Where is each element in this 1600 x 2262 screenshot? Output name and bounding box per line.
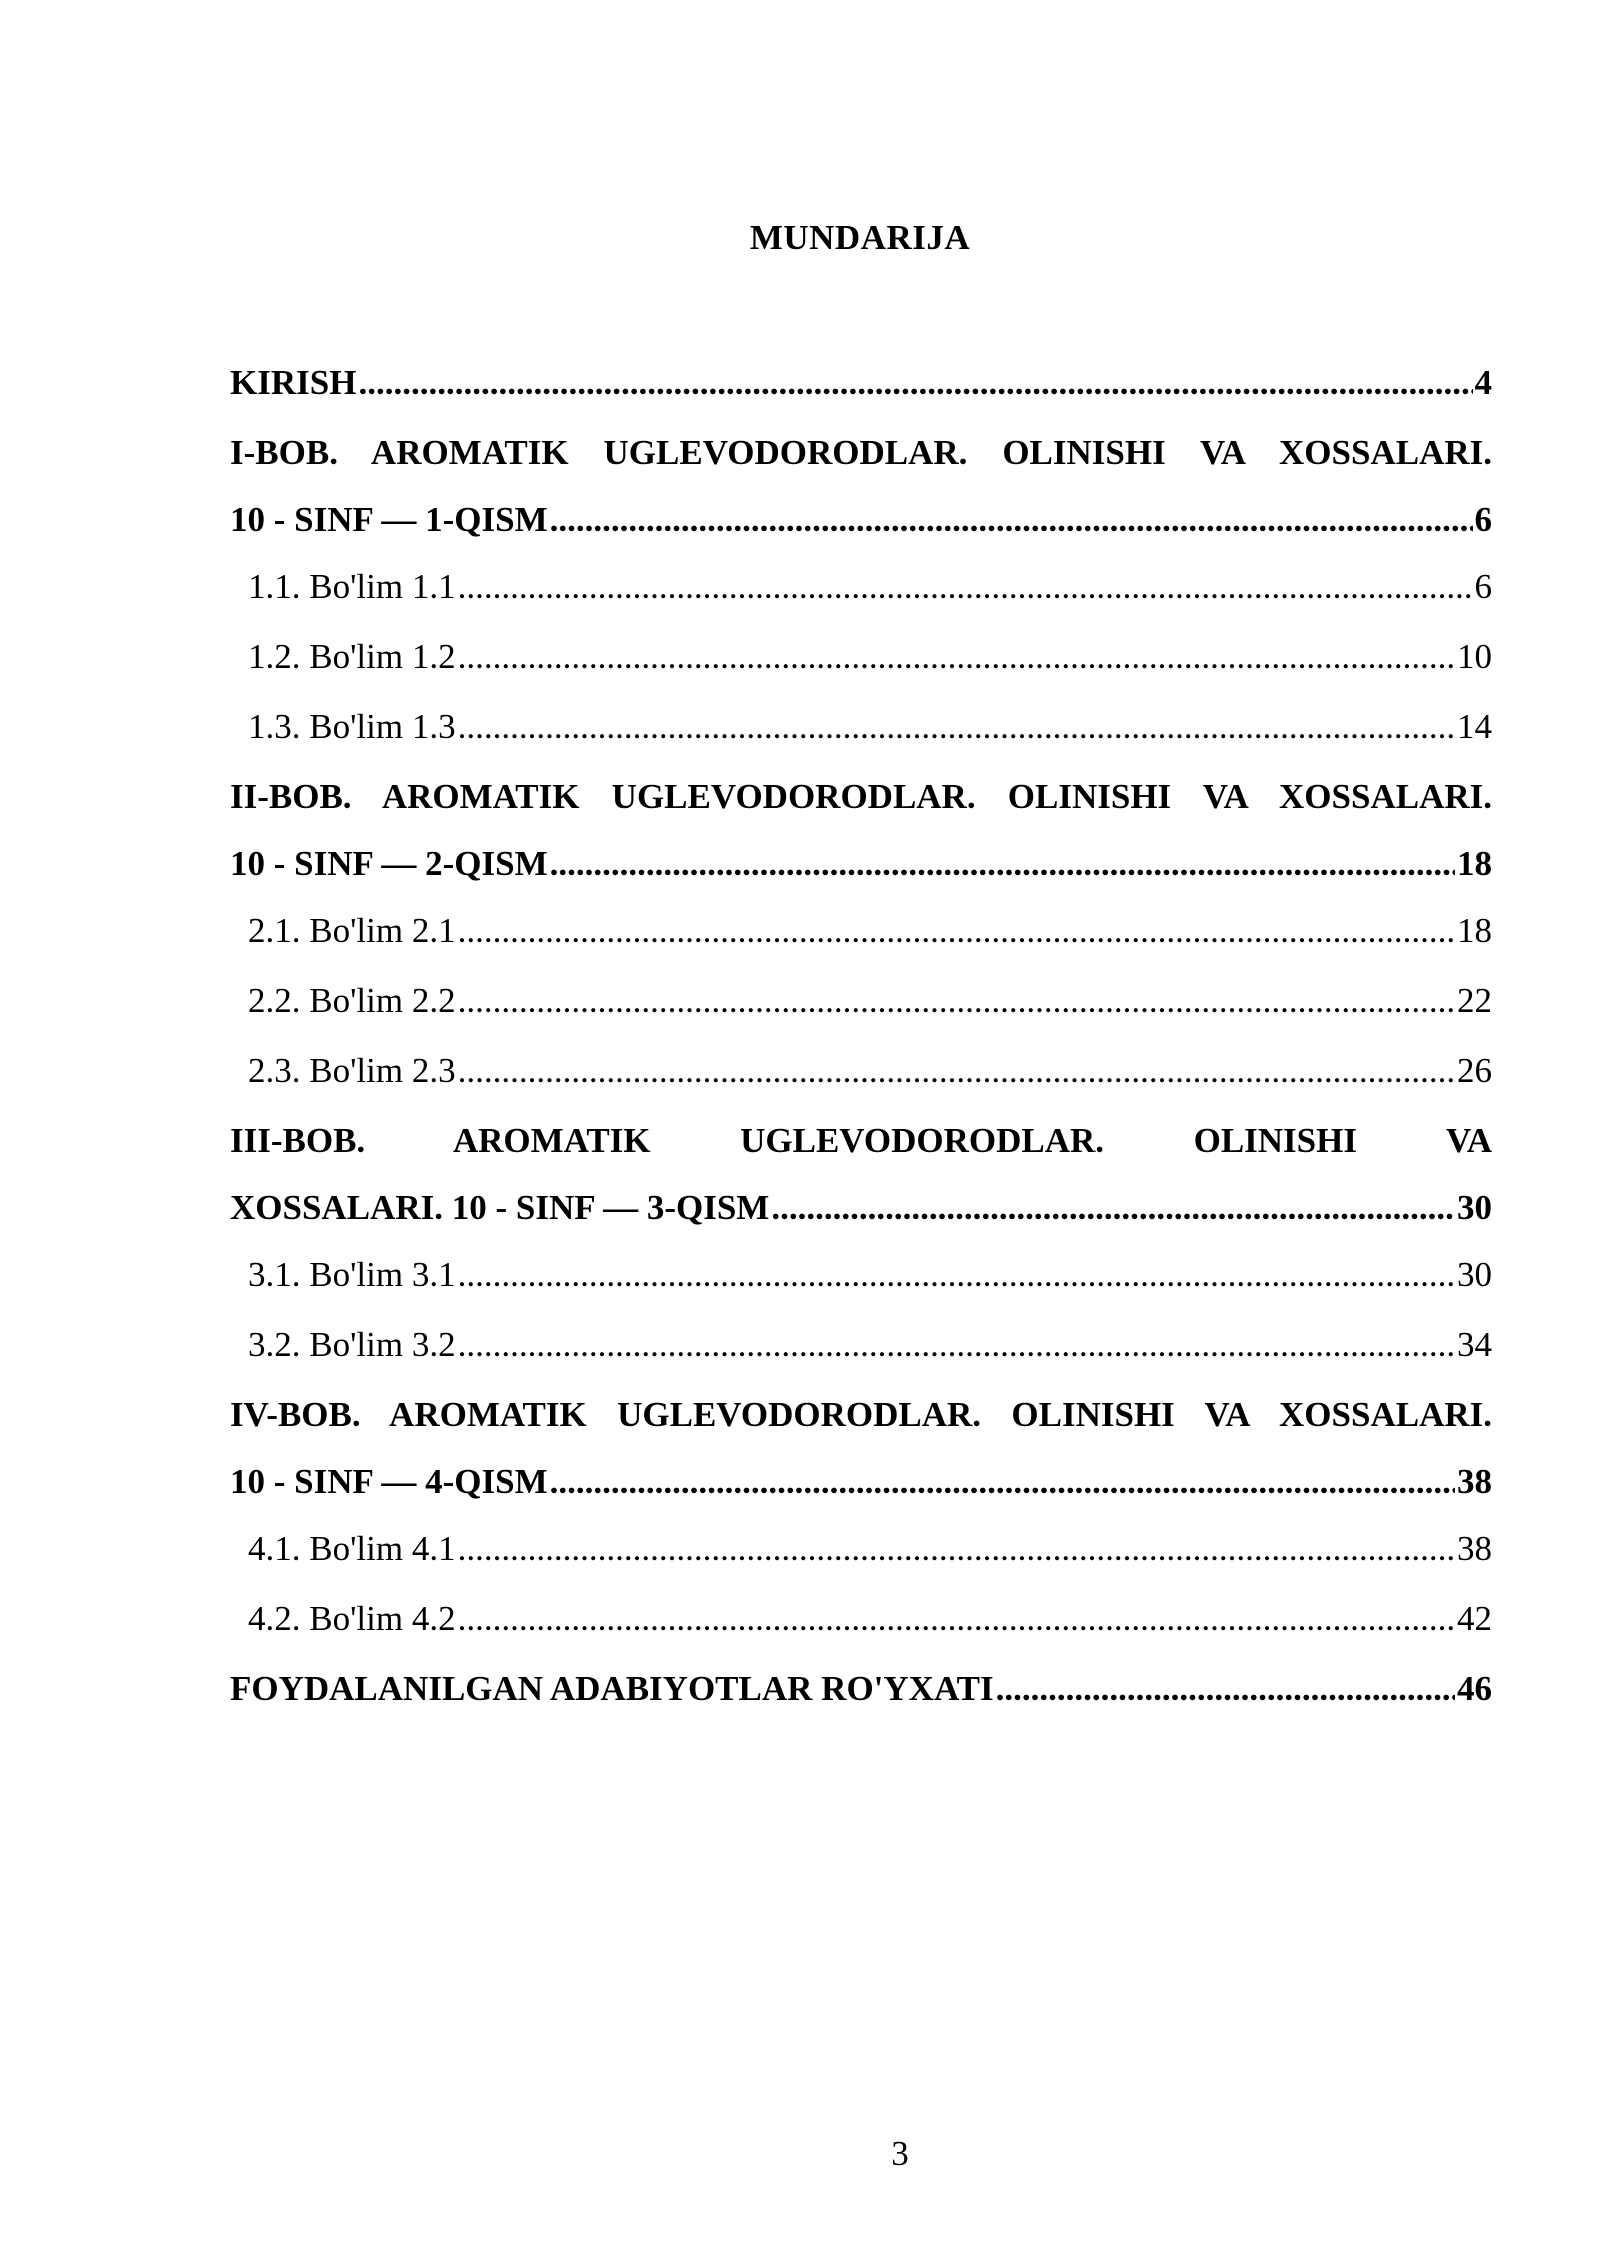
toc-entry-2-3[interactable] bbox=[230, 1036, 1492, 1106]
toc-chapter-2-title[interactable]: II-BOB. AROMATIK UGLEVODORODLAR. OLINISHI VA XOSSALARI. bbox=[230, 777, 1492, 816]
toc-entry-1-2[interactable] bbox=[230, 622, 1492, 692]
toc-entry-page: 30 bbox=[1457, 1188, 1492, 1227]
toc-entry-references[interactable] bbox=[230, 1654, 1492, 1724]
toc-entry-label: 1.3. Bo'lim 1.3 bbox=[248, 707, 456, 746]
toc-entry-label: 1.2. Bo'lim 1.2 bbox=[248, 637, 456, 676]
toc-entry-3-2[interactable] bbox=[230, 1310, 1492, 1380]
dot-leader bbox=[458, 692, 1455, 762]
toc-entry-label: 10 - SINF — 1-QISM bbox=[230, 500, 548, 539]
toc-entry-3-1[interactable] bbox=[230, 1240, 1492, 1310]
toc-entry-chapter-2[interactable] bbox=[230, 832, 1492, 896]
dot-leader bbox=[458, 622, 1455, 692]
page-number: 3 bbox=[891, 2134, 909, 2173]
dot-leader bbox=[550, 488, 1473, 552]
toc-entry-label: 4.1. Bo'lim 4.1 bbox=[248, 1529, 456, 1568]
toc-entry-2-2[interactable] bbox=[230, 966, 1492, 1036]
toc-entry-label: 3.2. Bo'lim 3.2 bbox=[248, 1325, 456, 1364]
toc-entry-label: KIRISH bbox=[230, 363, 357, 402]
dot-leader bbox=[458, 552, 1473, 622]
toc-entry-page: 6 bbox=[1474, 567, 1492, 606]
toc-entry-label: 2.1. Bo'lim 2.1 bbox=[248, 911, 456, 950]
toc-entry-label: 2.3. Bo'lim 2.3 bbox=[248, 1051, 456, 1090]
toc-entry-4-2[interactable] bbox=[230, 1584, 1492, 1654]
dot-leader bbox=[358, 348, 1472, 418]
dot-leader bbox=[458, 1310, 1455, 1380]
toc-entry-label: 2.2. Bo'lim 2.2 bbox=[248, 981, 456, 1020]
toc-entry-label: 1.1. Bo'lim 1.1 bbox=[248, 567, 456, 606]
toc-entry-chapter-1[interactable] bbox=[230, 488, 1492, 552]
toc-entry-page: 30 bbox=[1457, 1255, 1492, 1294]
toc-entry-label: 4.2. Bo'lim 4.2 bbox=[248, 1599, 456, 1638]
toc-entry-page: 46 bbox=[1457, 1669, 1492, 1708]
toc-entry-page: 4 bbox=[1474, 363, 1492, 402]
table-of-contents bbox=[230, 348, 1492, 1724]
dot-leader bbox=[458, 1584, 1455, 1654]
dot-leader bbox=[996, 1654, 1455, 1724]
toc-entry-page: 22 bbox=[1457, 981, 1492, 1020]
dot-leader bbox=[458, 896, 1455, 966]
toc-entry-page: 10 bbox=[1457, 637, 1492, 676]
dot-leader bbox=[458, 1036, 1455, 1106]
dot-leader bbox=[550, 1450, 1455, 1514]
toc-entry-4-1[interactable] bbox=[230, 1514, 1492, 1584]
toc-entry-page: 38 bbox=[1457, 1529, 1492, 1568]
toc-entry-chapter-4[interactable] bbox=[230, 1450, 1492, 1514]
toc-entry-1-3[interactable] bbox=[230, 692, 1492, 762]
dot-leader bbox=[458, 1514, 1455, 1584]
toc-entry-page: 42 bbox=[1457, 1599, 1492, 1638]
toc-entry-page: 34 bbox=[1457, 1325, 1492, 1364]
toc-entry-page: 14 bbox=[1457, 707, 1492, 746]
dot-leader bbox=[458, 1240, 1455, 1310]
toc-entry-label: 10 - SINF — 4-QISM bbox=[230, 1462, 548, 1501]
toc-entry-page: 18 bbox=[1457, 844, 1492, 883]
dot-leader bbox=[550, 832, 1455, 896]
toc-entry-2-1[interactable] bbox=[230, 896, 1492, 966]
toc-chapter-1-title[interactable]: I-BOB. AROMATIK UGLEVODORODLAR. OLINISHI VA XOSSALARI. bbox=[230, 433, 1492, 472]
toc-entry-kirish[interactable] bbox=[230, 348, 1492, 418]
toc-title: MUNDARIJA bbox=[749, 218, 971, 257]
toc-entry-page: 38 bbox=[1457, 1462, 1492, 1501]
toc-entry-label: XOSSALARI. 10 - SINF — 3-QISM bbox=[230, 1188, 770, 1227]
toc-entry-page: 18 bbox=[1457, 911, 1492, 950]
toc-entry-1-1[interactable] bbox=[230, 552, 1492, 622]
toc-entry-label: 3.1. Bo'lim 3.1 bbox=[248, 1255, 456, 1294]
toc-chapter-3-title[interactable]: III-BOB. AROMATIK UGLEVODORODLAR. OLINISHI VA bbox=[230, 1121, 1492, 1160]
dot-leader bbox=[458, 966, 1455, 1036]
toc-entry-page: 26 bbox=[1457, 1051, 1492, 1090]
dot-leader bbox=[771, 1176, 1455, 1240]
toc-entry-label: 10 - SINF — 2-QISM bbox=[230, 844, 548, 883]
toc-chapter-4-title[interactable]: IV-BOB. AROMATIK UGLEVODORODLAR. OLINISHI VA XOSSALARI. bbox=[230, 1395, 1492, 1434]
toc-entry-chapter-3[interactable] bbox=[230, 1176, 1492, 1240]
toc-entry-page: 6 bbox=[1474, 500, 1492, 539]
toc-entry-label: FOYDALANILGAN ADABIYOTLAR RO'YXATI bbox=[230, 1669, 994, 1708]
